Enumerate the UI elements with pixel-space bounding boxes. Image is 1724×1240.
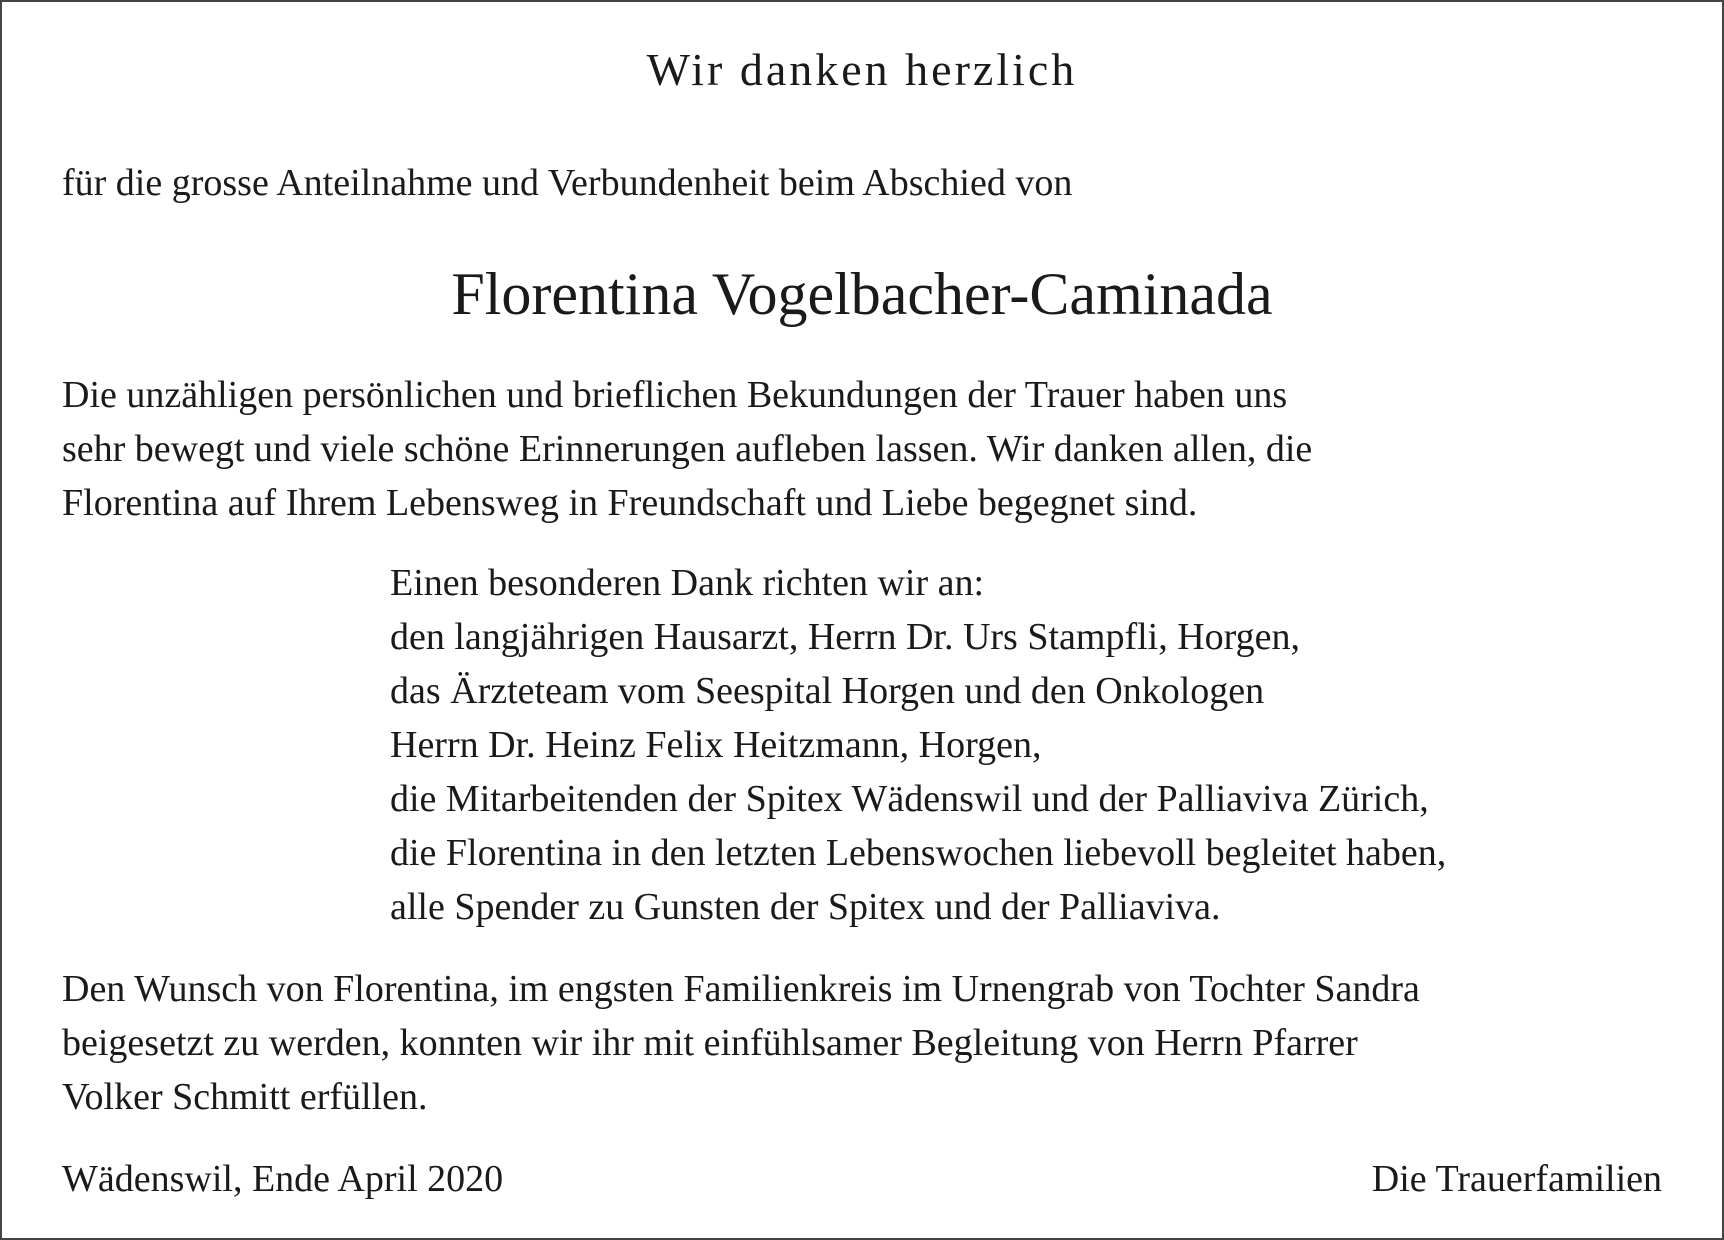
paragraph-line: Florentina auf Ihrem Lebensweg in Freundschaft und Liebe begegnet sind. <box>62 482 1198 524</box>
headline: Wir danken herzlich <box>646 44 1078 95</box>
paragraph-line: Die unzähligen persönlichen und brieflichen Bekundungen der Trauer haben uns <box>62 374 1288 416</box>
deceased-name: Florentina Vogelbacher-Caminada <box>451 261 1273 327</box>
signature: Die Trauerfamilien <box>1371 1158 1662 1200</box>
special-thanks-list <box>390 556 1446 934</box>
paragraph-line: sehr bewegt und viele schöne Erinnerungen aufleben lassen. Wir danken allen, die <box>62 428 1313 470</box>
thanks-line: den langjährigen Hausarzt, Herrn Dr. Urs Stampfli, Horgen, <box>390 616 1300 658</box>
thanks-line: die Florentina in den letzten Lebenswochen liebevoll begleitet haben, <box>390 832 1447 874</box>
thanks-line: die Mitarbeitenden der Spitex Wädenswil und der Palliaviva Zürich, <box>390 778 1429 820</box>
place-date: Wädenswil, Ende April 2020 <box>62 1158 504 1200</box>
thanks-line: Herrn Dr. Heinz Felix Heitzmann, Horgen, <box>390 724 1042 766</box>
intro-text: für die grosse Anteilnahme und Verbundenheit beim Abschied von <box>62 162 1073 204</box>
paragraph-line: beigesetzt zu werden, konnten wir ihr mit einfühlsamer Begleitung von Herrn Pfarrer <box>62 1022 1358 1064</box>
paragraph-burial <box>62 962 1682 1124</box>
thanks-line: alle Spender zu Gunsten der Spitex und der Palliaviva. <box>390 886 1221 928</box>
paragraph-line: Den Wunsch von Florentina, im engsten Familienkreis im Urnengrab von Tochter Sandra <box>62 968 1420 1010</box>
thanks-line: das Ärzteteam vom Seespital Horgen und den Onkologen <box>390 670 1265 712</box>
thanks-line: Einen besonderen Dank richten wir an: <box>390 562 985 604</box>
paragraph-condolences <box>62 368 1682 530</box>
paragraph-line: Volker Schmitt erfüllen. <box>62 1076 428 1118</box>
